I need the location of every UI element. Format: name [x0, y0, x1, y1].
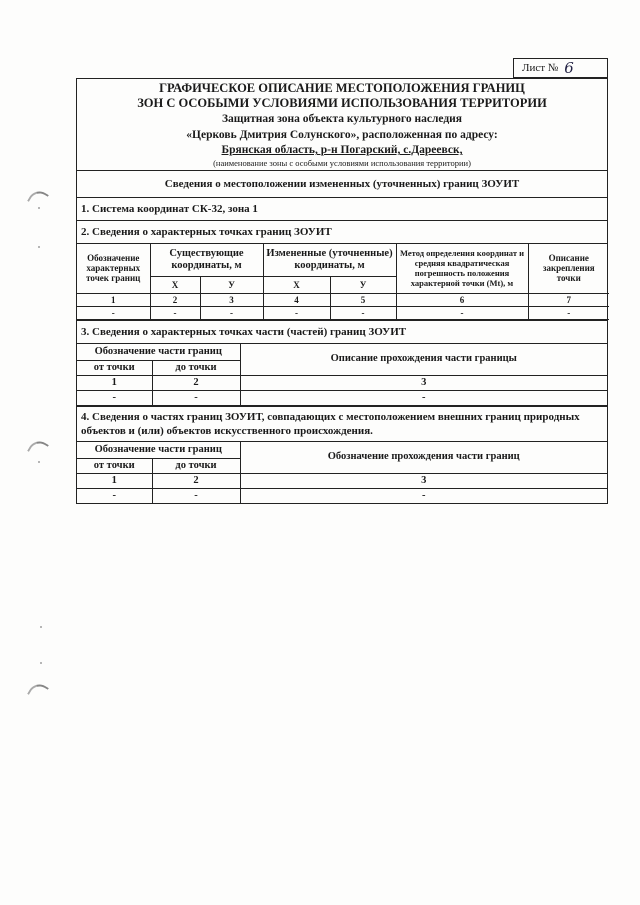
col-method-header: Метод определения координат и средняя квадратическая погрешность положения характерной точки (Mt), м	[396, 244, 528, 293]
header-line-2: ЗОН С ОСОБЫМИ УСЛОВИЯМИ ИСПОЛЬЗОВАНИЯ ТЕРРИТОРИИ	[137, 96, 547, 110]
document-header	[77, 79, 607, 171]
col-desc-header: Описание прохождения части границы	[240, 344, 607, 376]
table-cell: -	[77, 391, 152, 406]
col-number: 7	[528, 293, 609, 306]
header-line-3: Защитная зона объекта культурного наследия	[221, 113, 463, 125]
section4-table	[77, 442, 607, 503]
table-cell: -	[150, 306, 200, 319]
col-to-point: до точки	[152, 458, 240, 473]
scan-dot	[38, 461, 40, 463]
table-cell: -	[240, 488, 607, 503]
punch-hole-mark	[27, 187, 49, 209]
col-number: 3	[200, 293, 263, 306]
table-cell: -	[240, 391, 607, 406]
col-number: 1	[77, 376, 152, 391]
document-frame	[76, 78, 608, 504]
sheet-number-box	[513, 58, 608, 78]
col-from-point: от точки	[77, 361, 152, 376]
col-x-existing: Х	[150, 276, 200, 293]
header-line-4: «Церковь Дмитрия Солунского», расположенная по адресу:	[186, 129, 498, 141]
table-cell: -	[77, 488, 152, 503]
col-number: 6	[396, 293, 528, 306]
scan-dot	[40, 662, 42, 664]
col-number: 4	[263, 293, 330, 306]
col-changed-header: Измененные (уточненные) координаты, м	[263, 244, 396, 276]
table-cell: -	[263, 306, 330, 319]
section2-table-wrap	[77, 244, 607, 321]
header-line-1: ГРАФИЧЕСКОЕ ОПИСАНИЕ МЕСТОПОЛОЖЕНИЯ ГРАНИЦ	[159, 81, 525, 95]
table-cell: -	[77, 306, 150, 319]
col-part-header: Обозначение части границ	[77, 344, 240, 361]
col-number: 2	[152, 376, 240, 391]
punch-hole-mark	[27, 680, 49, 702]
col-y-existing: У	[200, 276, 263, 293]
col-to-point: до точки	[152, 361, 240, 376]
punch-hole-mark	[27, 437, 49, 459]
table-cell: -	[396, 306, 528, 319]
col-number: 1	[77, 293, 150, 306]
scan-dot	[38, 207, 40, 209]
header-address: Брянская область, р-н Погарский, с.Дареевск,	[221, 144, 463, 156]
col-desc-header: Описание закрепления точки	[528, 244, 609, 293]
section3-table	[77, 344, 607, 407]
col-number: 2	[150, 293, 200, 306]
header-caption: (наименование зоны с особыми условиями использования территории)	[213, 158, 471, 168]
table-row	[77, 306, 609, 319]
table-cell: -	[528, 306, 609, 319]
col-part-header: Обозначение части границ	[77, 442, 240, 458]
col-existing-header: Существующие координаты, м	[150, 244, 263, 276]
col-y-changed: У	[330, 276, 396, 293]
table-cell: -	[330, 306, 396, 319]
section4-table-wrap	[77, 442, 607, 503]
col-number: 1	[77, 473, 152, 488]
col-number: 2	[152, 473, 240, 488]
col-number: 5	[330, 293, 396, 306]
summary-title: Сведения о местоположении измененных (уточненных) границ ЗОУИТ	[77, 171, 607, 198]
col-from-point: от точки	[77, 458, 152, 473]
section2-table	[77, 244, 609, 320]
table-cell: -	[152, 488, 240, 503]
col-x-changed: Х	[263, 276, 330, 293]
table-cell: -	[200, 306, 263, 319]
section2-title: 2. Сведения о характерных точках границ ЗОУИТ	[77, 221, 607, 244]
section3-table-wrap	[77, 344, 607, 408]
scan-dot	[38, 246, 40, 248]
table-row	[77, 488, 607, 503]
col-number: 3	[240, 473, 607, 488]
section4-title: 4. Сведения о частях границ ЗОУИТ, совпадающих с местоположением внешних границ природных объектов и (или) объектов искусственного происхождения.	[77, 407, 607, 442]
section1-title: 1. Система координат СК-32, зона 1	[77, 198, 607, 221]
scan-dot	[40, 626, 42, 628]
section3-title: 3. Сведения о характерных точках части (частей) границ ЗОУИТ	[77, 321, 607, 344]
sheet-label: Лист №	[522, 62, 559, 74]
sheet-number: 6	[564, 59, 574, 77]
table-row	[77, 391, 607, 406]
table-cell: -	[152, 391, 240, 406]
col-desc-header: Обозначение прохождения части границ	[240, 442, 607, 473]
col-number: 3	[240, 376, 607, 391]
col-point-header: Обозначение характерных точек границ	[77, 244, 150, 293]
